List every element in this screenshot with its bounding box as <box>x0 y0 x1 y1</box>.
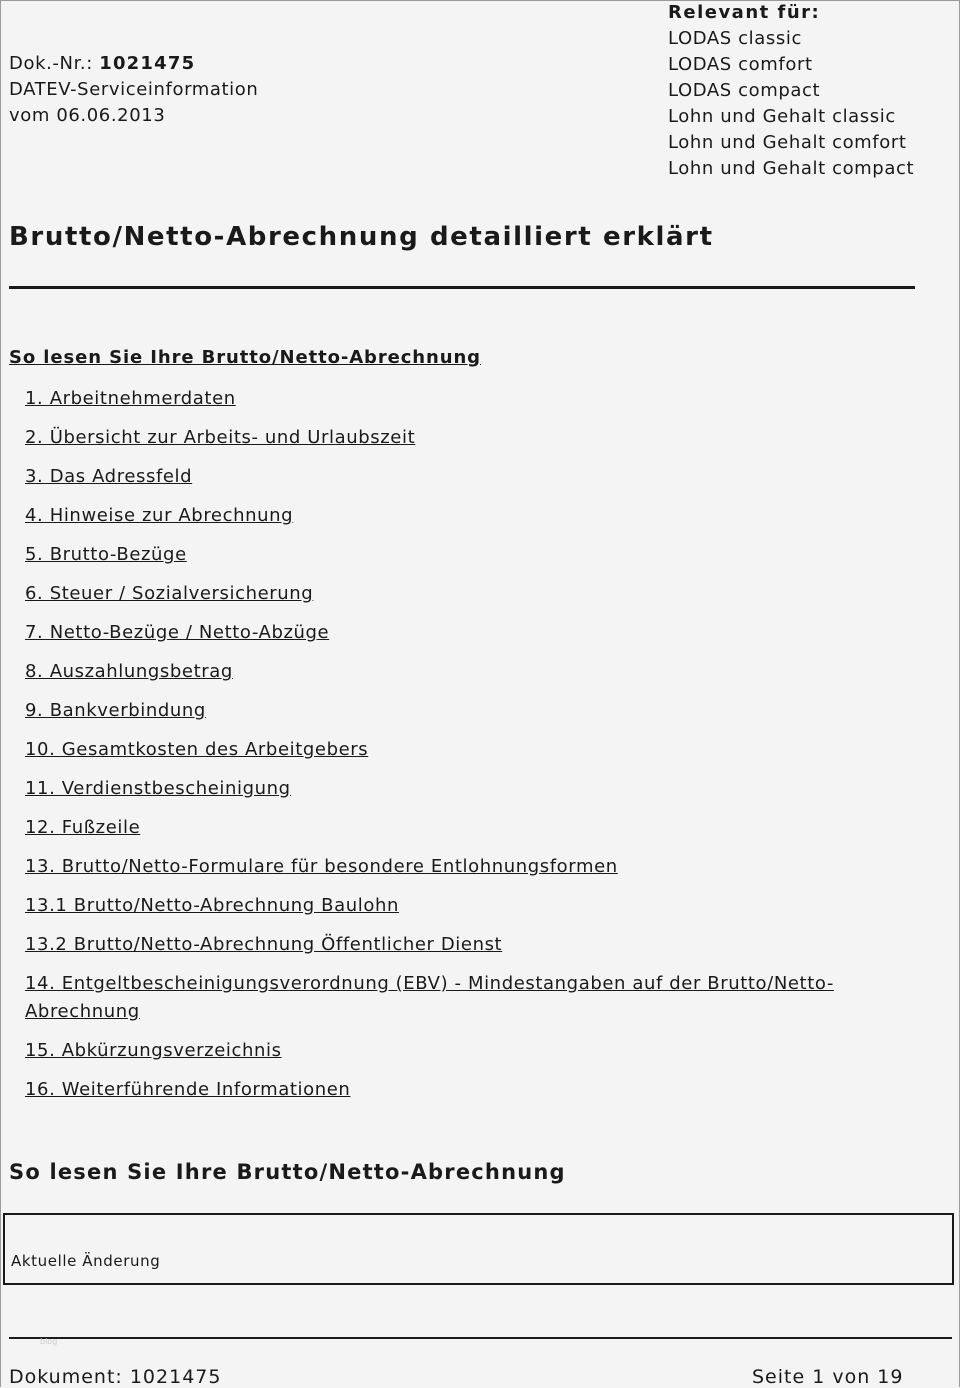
toc-item <box>25 814 905 842</box>
relevant-item: Lohn und Gehalt compact <box>668 158 915 179</box>
footer-divider <box>9 1337 952 1339</box>
toc-link-brutto-bezuege[interactable]: 5. Brutto-Bezüge <box>25 544 187 565</box>
doc-date: vom 06.06.2013 <box>9 105 166 126</box>
toc-link-steuer[interactable]: 6. Steuer / Sozialversicherung <box>25 583 314 604</box>
toc-heading: So lesen Sie Ihre Brutto/Netto-Abrechnung <box>9 347 481 368</box>
relevant-item: LODAS comfort <box>668 54 813 75</box>
toc-item <box>25 502 905 530</box>
toc-item <box>25 1037 905 1065</box>
table-of-contents <box>25 385 905 1115</box>
toc-item <box>25 1076 905 1104</box>
toc-item <box>25 736 905 764</box>
relevant-item: LODAS compact <box>668 80 821 101</box>
toc-link-gesamtkosten[interactable]: 10. Gesamtkosten des Arbeitgebers <box>25 739 369 760</box>
toc-link-baulohn[interactable]: 13.1 Brutto/Netto-Abrechnung Baulohn <box>25 895 399 916</box>
toc-item <box>25 580 905 608</box>
toc-link-netto[interactable]: 7. Netto-Bezüge / Netto-Abzüge <box>25 622 330 643</box>
relevant-heading: Relevant für: <box>668 2 821 23</box>
footer-document-number: Dokument: 1021475 <box>9 1366 222 1388</box>
toc-item <box>25 775 905 803</box>
title-divider <box>9 286 915 289</box>
toc-link-formulare[interactable]: 13. Brutto/Netto-Formulare für besondere Entlohnungsformen <box>25 856 618 877</box>
toc-item <box>25 853 905 881</box>
toc-link-bankverbindung[interactable]: 9. Bankverbindung <box>25 700 206 721</box>
toc-item <box>25 697 905 725</box>
toc-item <box>25 463 905 491</box>
toc-item <box>25 385 905 413</box>
section-heading: So lesen Sie Ihre Brutto/Netto-Abrechnung <box>9 1160 566 1184</box>
toc-link-arbeitszeit[interactable]: 2. Übersicht zur Arbeits- und Urlaubszeit <box>25 427 416 448</box>
toc-link-auszahlung[interactable]: 8. Auszahlungsbetrag <box>25 661 233 682</box>
doc-number-label: Dok.-Nr.: <box>9 53 100 74</box>
toc-item <box>25 931 905 959</box>
current-change-label: Aktuelle Änderung <box>11 1252 161 1270</box>
footer-page-number: Seite 1 von 19 <box>752 1366 904 1388</box>
doc-number-line <box>9 51 258 77</box>
toc-link-adressfeld[interactable]: 3. Das Adressfeld <box>25 466 193 487</box>
toc-item <box>25 892 905 920</box>
toc-item <box>25 619 905 647</box>
toc-link-weiterfuehrend[interactable]: 16. Weiterführende Informationen <box>25 1079 351 1100</box>
document-title: Brutto/Netto-Abrechnung detailliert erklärt <box>9 222 714 252</box>
toc-link-abkuerzungen[interactable]: 15. Abkürzungsverzeichnis <box>25 1040 282 1061</box>
watermark: blog <box>40 1337 58 1346</box>
toc-item <box>25 658 905 686</box>
toc-item <box>25 424 905 452</box>
toc-link-ebv[interactable]: 14. Entgeltbescheinigungsverordnung (EBV) - Mindestangaben auf der Brutto/Netto-Abrechnung <box>25 973 834 1022</box>
toc-link-oeffentlicher-dienst[interactable]: 13.2 Brutto/Netto-Abrechnung Öffentlicher Dienst <box>25 934 503 955</box>
relevant-item: Lohn und Gehalt comfort <box>668 132 907 153</box>
toc-item <box>25 970 905 1026</box>
current-change-box <box>3 1213 954 1285</box>
relevant-item: Lohn und Gehalt classic <box>668 106 896 127</box>
toc-link-hinweise[interactable]: 4. Hinweise zur Abrechnung <box>25 505 294 526</box>
relevant-item: LODAS classic <box>668 28 802 49</box>
relevant-for-block <box>668 0 914 182</box>
toc-link-arbeitnehmerdaten[interactable]: 1. Arbeitnehmerdaten <box>25 388 236 409</box>
document-meta <box>9 51 258 129</box>
toc-item <box>25 541 905 569</box>
toc-link-verdienstbescheinigung[interactable]: 11. Verdienstbescheinigung <box>25 778 291 799</box>
service-info: DATEV-Serviceinformation <box>9 79 259 100</box>
doc-number: 1021475 <box>99 53 196 74</box>
toc-link-fusszeile[interactable]: 12. Fußzeile <box>25 817 141 838</box>
